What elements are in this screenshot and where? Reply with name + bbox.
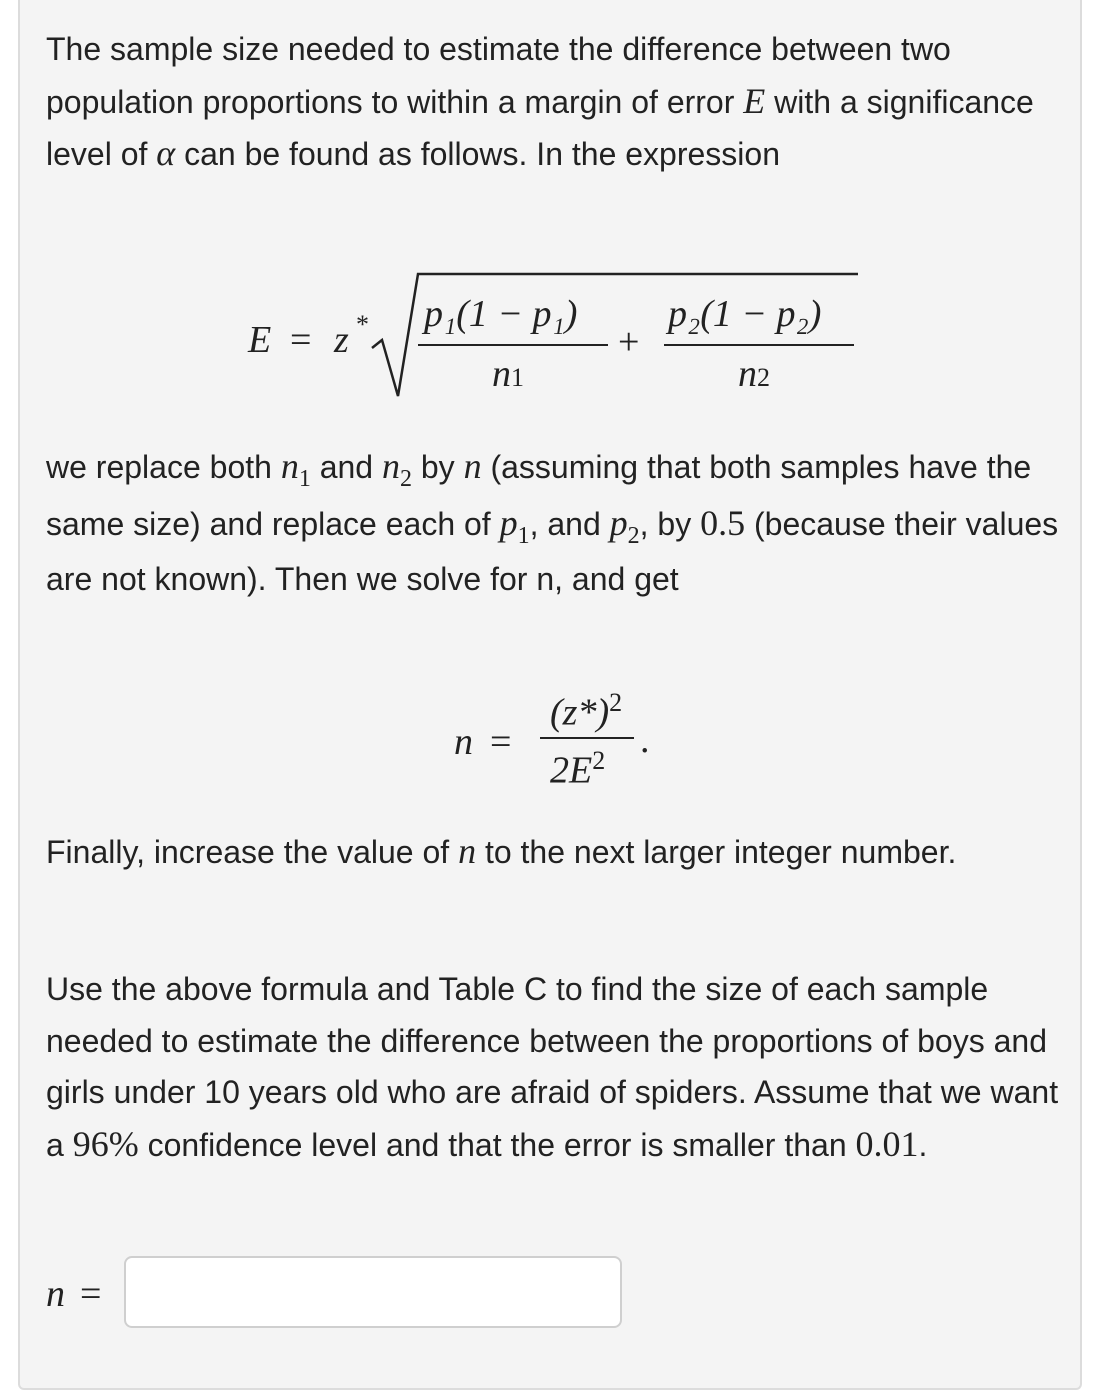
finally-paragraph: Finally, increase the value of n to the next larger integer number. xyxy=(46,831,957,871)
formula2-fraction-bar xyxy=(540,736,636,740)
alpha-symbol: α xyxy=(156,133,176,173)
formula2-period: . xyxy=(640,719,650,761)
formula2-numerator: $(z*)^2$ xyxy=(550,688,623,734)
formula2-n: n xyxy=(454,721,473,763)
formula-z: z xyxy=(334,319,349,361)
task-paragraph: Use the above formula and Table C to find the size of each sample needed to estimate the difference between the proportions of boys and girls under 10 years old who are afraid of spiders. Assume that we want a 96% confidence level and that the error is smaller than 0.01. xyxy=(46,971,1059,1164)
fraction2-denominator: n2 xyxy=(738,353,770,395)
answer-input[interactable] xyxy=(124,1256,622,1328)
intro-paragraph: The sample size needed to estimate the difference between two population proportions to within a margin of error E with a significance level of α can be found as follows. In the expression xyxy=(46,31,1034,173)
fraction2-numerator: p₂(1 − p₂) xyxy=(668,293,822,335)
formula-z-star: * xyxy=(356,310,369,339)
formula2-equals: = xyxy=(490,721,512,763)
formula-equals: = xyxy=(290,319,312,361)
formula2-denominator: $2E^2$ xyxy=(550,746,606,792)
formula-plus: + xyxy=(618,321,640,363)
fraction1-numerator: p₁(1 − p₁) xyxy=(424,293,578,335)
confidence-level: 96% xyxy=(72,1123,139,1164)
answer-label-equals: = xyxy=(80,1273,102,1315)
replace-paragraph: we replace both $n_1$ and $n_2$ by n (assuming that both samples have the same size) and replace each of $p_1$, and $p_2$, by 0.5 (because their values are not known). Then we solve for n, and get xyxy=(46,446,1059,597)
formula-e: E xyxy=(248,319,272,361)
question-card xyxy=(18,0,1082,1390)
answer-label-n: n xyxy=(46,1273,65,1315)
fraction1-denominator: n1 xyxy=(492,353,524,395)
square-root-symbol xyxy=(370,266,860,406)
margin-error-symbol: E xyxy=(743,80,766,121)
error-value: 0.01 xyxy=(855,1123,919,1164)
